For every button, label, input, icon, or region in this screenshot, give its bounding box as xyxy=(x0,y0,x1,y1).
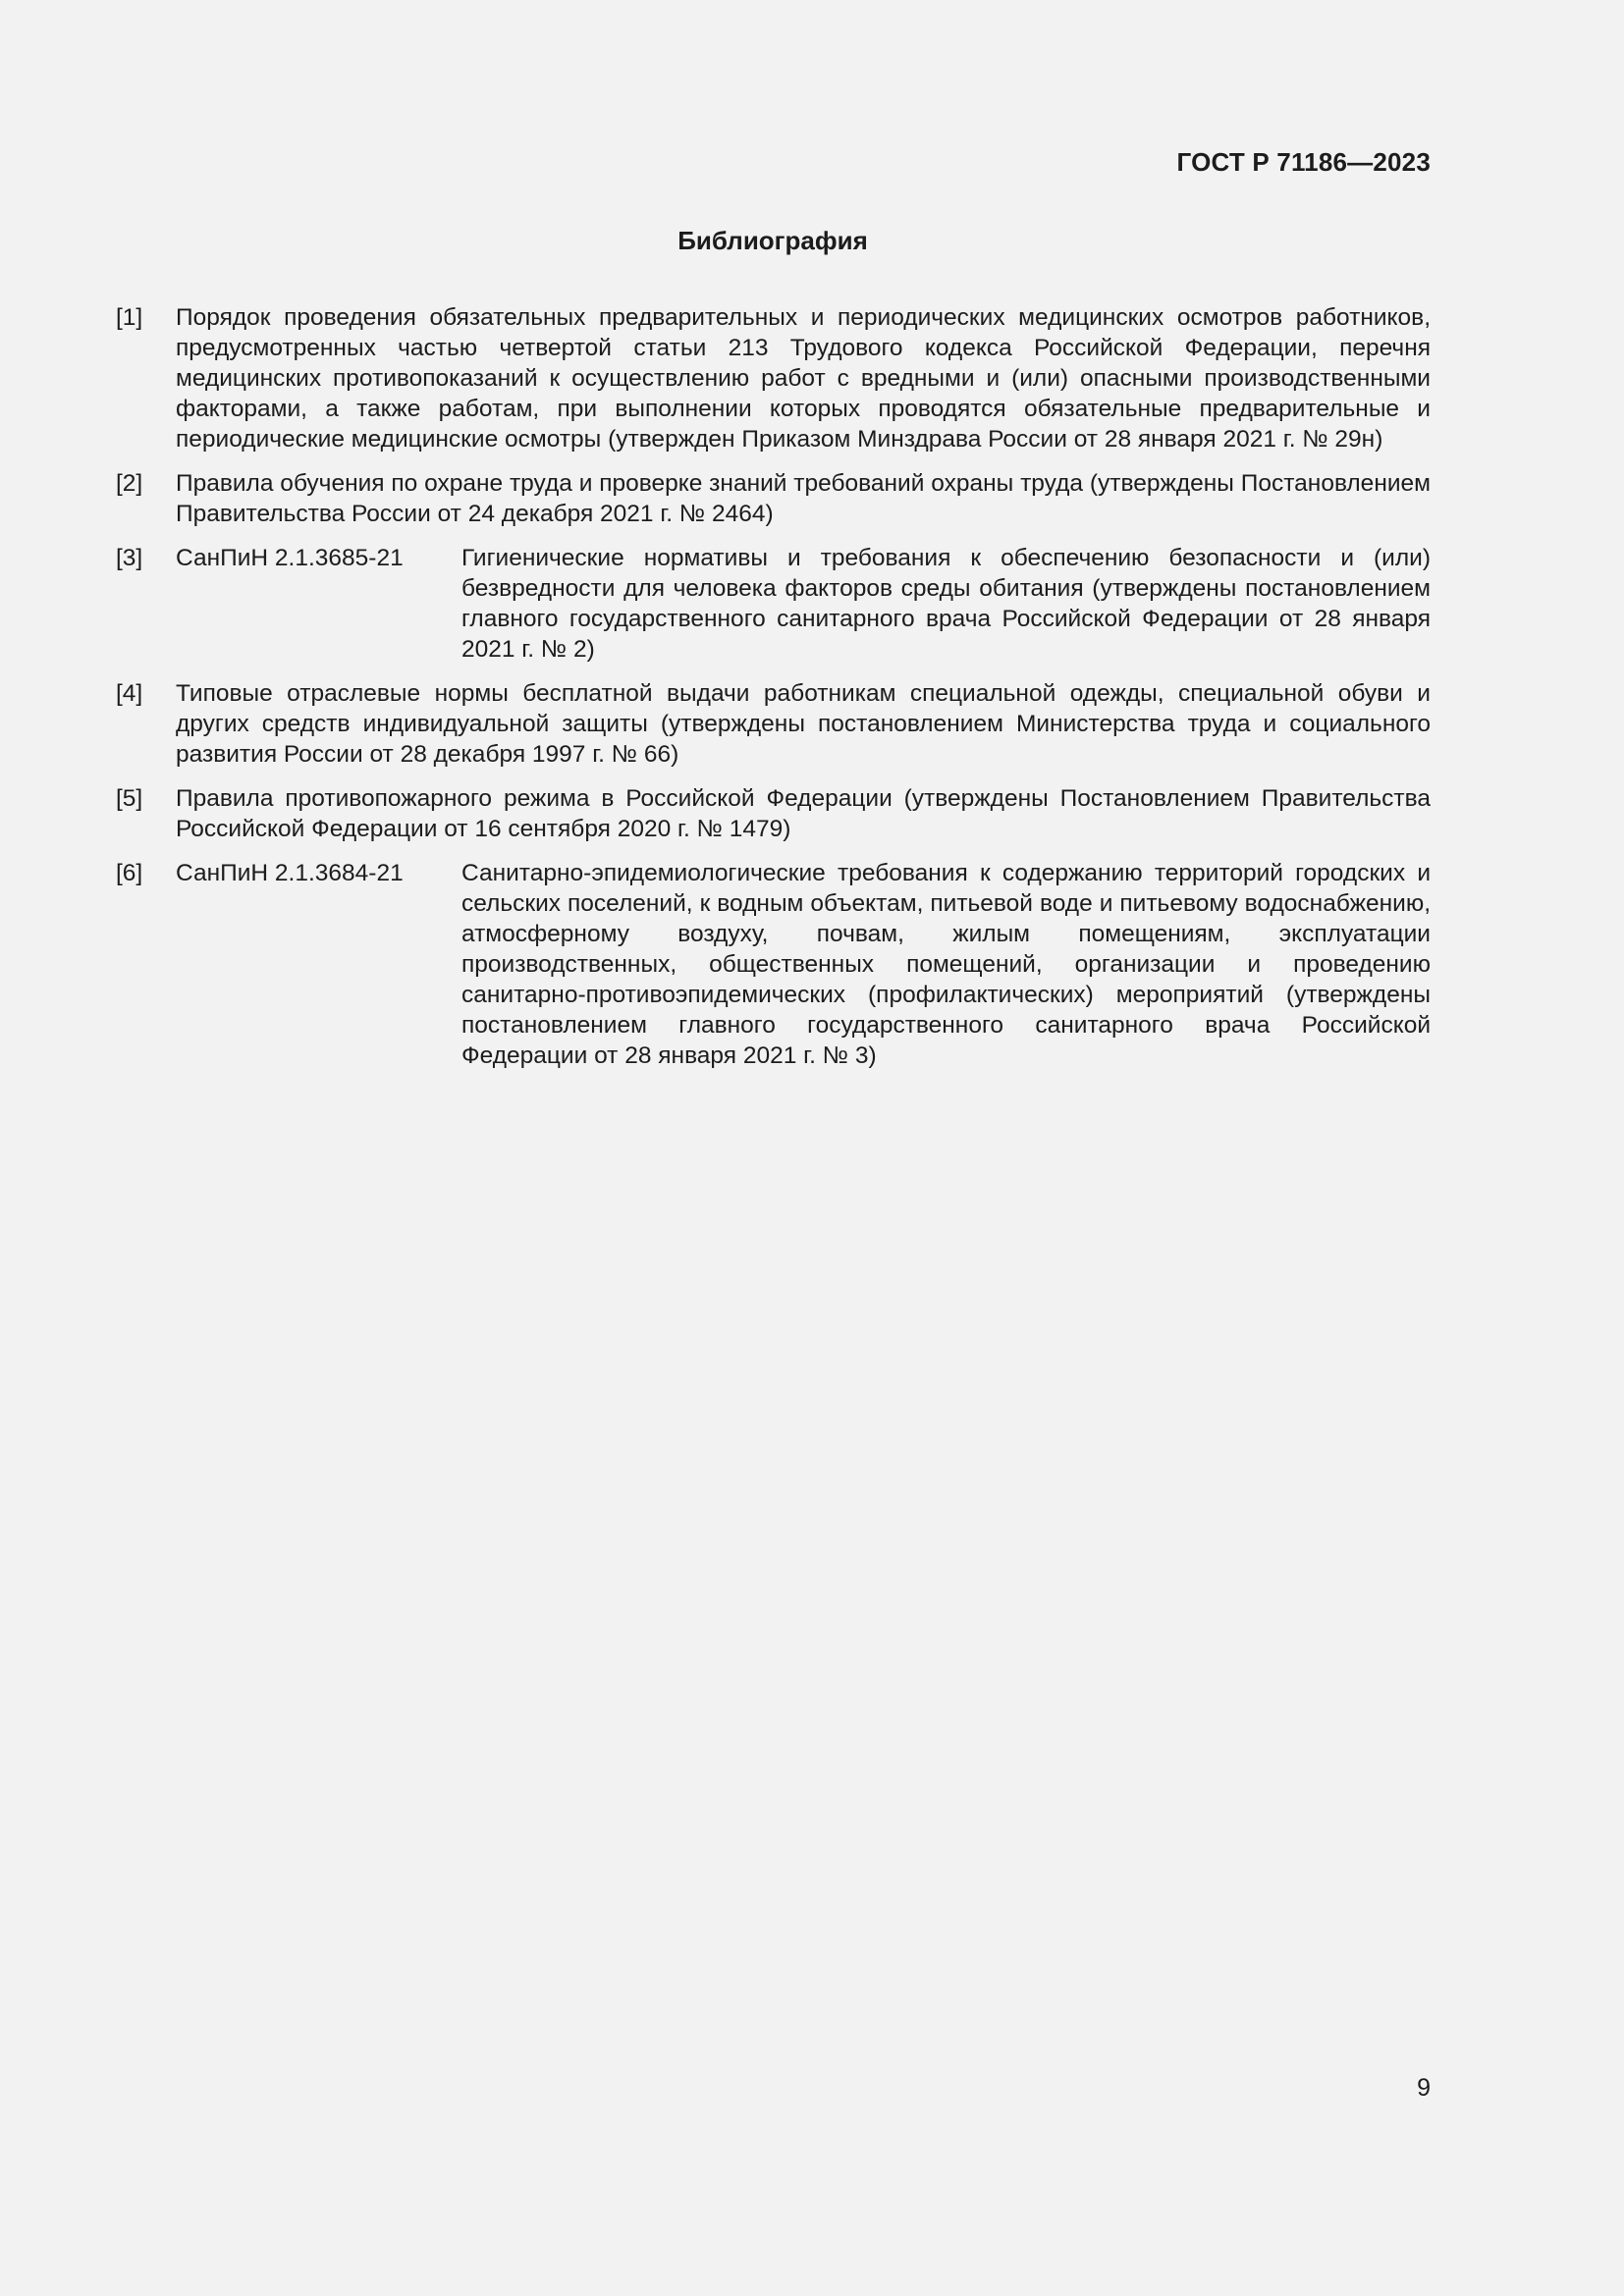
entry-text: Правила противопожарного режима в Российской Федерации (утверждены Постановлением Правительства Российской Федерации от 16 сентября 2020 г. № 1479) xyxy=(176,785,1431,842)
section-title: Библиография xyxy=(677,226,868,255)
entry-number: [2] xyxy=(116,470,143,497)
bibliography-entry xyxy=(116,858,1431,1071)
entry-code: СанПиН 2.1.3684-21 xyxy=(176,860,404,886)
entry-text: Порядок проведения обязательных предварительных и периодических медицинских осмотров работников, предусмотренных частью четвертой статьи 213 Трудового кодекса Российской Федерации, перечня медицинских противопоказаний к осуществлению работ с вредными и (или) опасными производственными факторами, а также работам, при выполнении которых проводятся обязательные предварительные и периодические медицинские осмотры (утвержден Приказом Минздрава России от 28 января 2021 г. № 29н) xyxy=(176,304,1431,453)
entry-text: Правила обучения по охране труда и проверке знаний требований охраны труда (утверждены Постановлением Правительства России от 24 декабря 2021 г. № 2464) xyxy=(176,470,1431,527)
bibliography-entry xyxy=(116,302,1431,454)
document-code: ГОСТ Р 71186—2023 xyxy=(1176,147,1431,177)
bibliography-entry xyxy=(116,468,1431,529)
page-number: 9 xyxy=(1417,2074,1431,2102)
entry-text: Санитарно-эпидемиологические требования к содержанию территорий городских и сельских поселений, к водным объектам, питьевой воде и питьевому водоснабжению, атмосферному воздуху, почвам, жилым помещениям, эксплуатации производственных, общественных помещений, организации и проведению санитарно-противоэпидемических (профилактических) мероприятий (утверждены постановлением главного государственного санитарного врача Российской Федерации от 28 января 2021 г. № 3) xyxy=(461,860,1431,1069)
entry-number: [4] xyxy=(116,680,143,707)
entry-text: Типовые отраслевые нормы бесплатной выдачи работникам специальной одежды, специальной обуви и других средств индивидуальной защиты (утверждены постановлением Министерства труда и социального развития России от 28 декабря 1997 г. № 66) xyxy=(176,680,1431,768)
bibliography-entry xyxy=(116,543,1431,665)
entry-number: [5] xyxy=(116,785,143,812)
bibliography-entry xyxy=(116,783,1431,844)
bibliography-entry xyxy=(116,678,1431,770)
entry-number: [3] xyxy=(116,545,143,571)
entry-number: [6] xyxy=(116,860,143,886)
entry-number: [1] xyxy=(116,304,143,331)
entry-text: Гигиенические нормативы и требования к обеспечению безопасности и (или) безвредности для человека факторов среды обитания (утверждены постановлением главного государственного санитарного врача Российской Федерации от 28 января 2021 г. № 2) xyxy=(461,545,1431,663)
entry-code: СанПиН 2.1.3685-21 xyxy=(176,545,404,571)
bibliography-list xyxy=(116,302,1431,1085)
